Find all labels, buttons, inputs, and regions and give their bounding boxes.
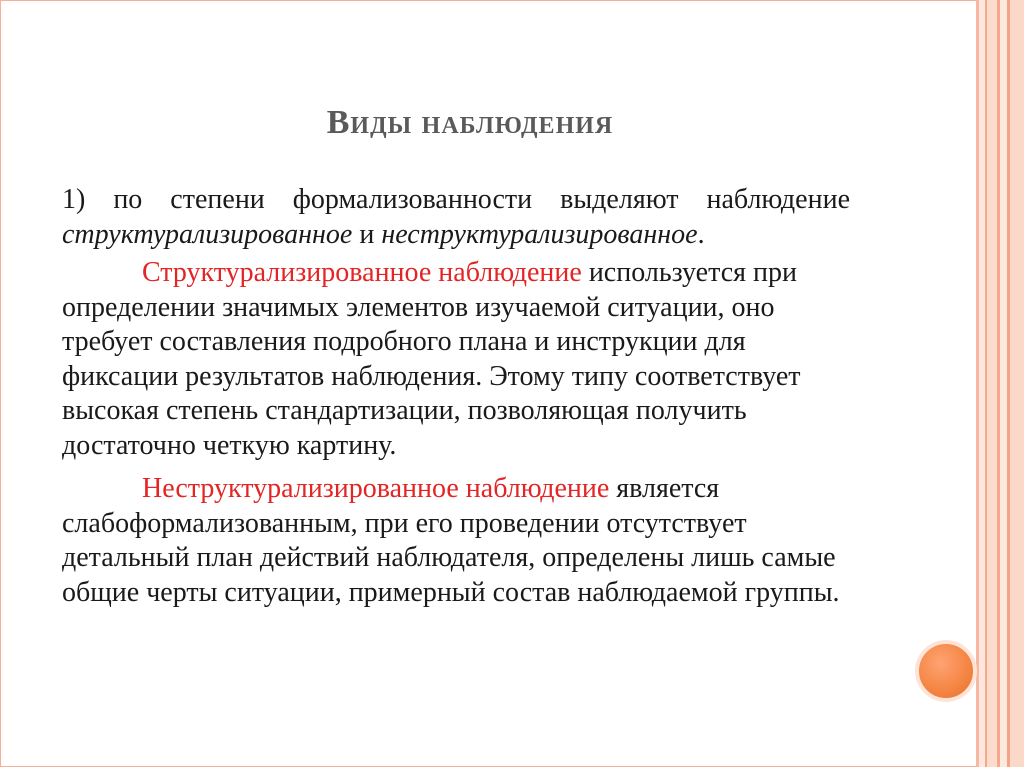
term-unstructured: неструктурализированное — [381, 218, 698, 250]
paragraph-structured-text: используется при определении значимых элементов изучаемой ситуации, оно требует составления подробного плана и инструкции для фиксации результатов наблюдения. Этому типу соответствует высокая степень стандартизации, позволяющая получить достаточно четкую картину. — [62, 257, 801, 461]
stripe — [987, 0, 997, 767]
paragraph-unstructured-text: является слабоформализованным, при его проведении отсутствует детальный план действий наблюдателя, определены лишь самые общие черты ситуации, примерный состав наблюдаемой группы. — [62, 473, 840, 608]
decorative-stripes — [976, 0, 1024, 767]
decorative-circle — [915, 640, 977, 702]
paragraph-end: . — [697, 218, 705, 250]
stripe — [1010, 0, 1024, 767]
highlight-unstructured: Неструктурализированное наблюдение — [142, 473, 610, 504]
paragraph-structured — [62, 256, 850, 463]
stripe — [1000, 0, 1007, 767]
term-structured: структурализированное — [62, 218, 353, 250]
highlight-structured: Структурализированное наблюдение — [142, 257, 582, 288]
paragraph-lead: 1) по степени формализованности выделяют наблюдение — [62, 184, 850, 215]
conjunction: и — [352, 218, 382, 250]
paragraph-formalization — [62, 183, 850, 252]
slide-body — [62, 183, 850, 610]
slide-title: Виды наблюдения — [326, 104, 614, 141]
paragraph-unstructured — [62, 472, 850, 610]
